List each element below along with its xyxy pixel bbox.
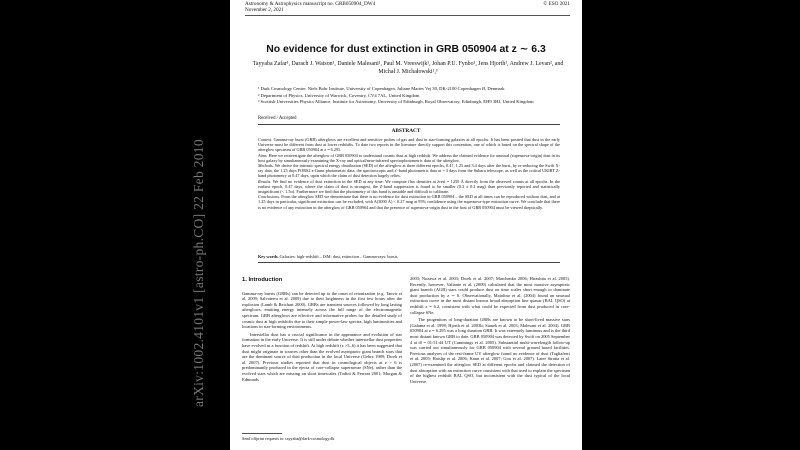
abstract-bottom-rule — [258, 262, 560, 263]
abstract-aims — [258, 153, 560, 163]
paragraph: Interstellar dust has a crucial significance in the appearance and evolution of star formation in the early Universe. It is still under debate whether interstellar dust properties have evolved as a function of redshift. At high redshift (z >5–6) it has been suggested that dust might originate in sources other than the evolved asymptotic giant branch stars that are the dominant source of dust production in the local Universe (Gehrz 1989; Dwek et al. 2007). Previous studies reported that dust in cosmological objects at z > 6 is predominantly produced in the ejecta of core-collapse supernovae (SNe), rather than the evolved stars which are missing on short timescales (Todini & Ferrara 2001; Morgan & Edmunds — [242, 331, 402, 382]
paper-page — [230, 0, 582, 450]
paragraph: The progenitors of long-duration GRBs are known to be short-lived massive stars (Galama et al. 1998; Hjorth et al. 2003b; Stanek et al. 2003; Malesani et al. 2004). GRB 050904 at z = 6.295 was a long duration GRB. It was extremely luminous and is the third most distant known GRB to date. GRB 050904 was detected by Swift on 2005 September 4 at t0 = 01:51:44 UT (Cummings et al. 2005). Substantial multi-wavelength follow-up was carried out simultaneously for GRB 050904 with several ground based facilities. Previous analyses of the rest-frame UV afterglow found no evidence of dust (Tagliaferri et al. 2005; Haislip et al. 2006; Kann et al. 2007; Gou et al. 2007). Later Stratta et al. (2007) re-examined the afterglow SED at different epochs and claimed the detection of dust absorption with an extinction curve consistent with that used to explain the spectrum of the highest redshift BAL QSO, but inconsistent with the dust typical of the local Universe. — [410, 317, 570, 384]
journal-line: Astronomy & Astrophysics manuscript no. GRB050904_DW4 — [245, 1, 376, 7]
author-list: Tayyaba Zafar¹, Darach J. Watson¹, Daniele Malesani¹, Paul M. Vreeswijk¹, Johan P.U. Fynbo¹, Jens Hjorth¹, Andrew J. Levan², and Michał J. Michałowski¹,³ — [252, 61, 564, 76]
footnote: Send offprint requests to: tayyaba@dark-cosmology.dk — [242, 436, 335, 441]
abstract-label: Results. — [258, 178, 272, 184]
abstract-label: Context. — [258, 137, 273, 142]
copyright: © ESO 2021 — [543, 1, 570, 7]
abstract-text: We find no evidence of dust extinction in the SED at any time. We compute flux densities at λrest = 1250 Å directly from the observed counts at all epochs. In the earliest epoch, 0.47 days, where the claim of dust is strongest, the Z-band suppression is found to be smaller (0.3 ± 0.2 mag) than previously reported and statistically insignificant (< 1.5σ). Furthermore we find that the photometry of this band is unstable and difficult to calibrate. — [258, 178, 560, 195]
abstract-text: From the afterglow SED we demonstrate that there is no evidence for dust extinction in GRB 050904 – the SED at all times can be reproduced without dust, and at 1.25 days in particular, significant extinction can be excluded, with A(3000 Å) < 0.27 mag at 95% confidence using the supernova-type extinction curve. We conclude that there is no evidence of any extinction in the afterglow of GRB 050904 and that the presence of supernova-origin dust in the host of GRB 050904 must be viewed skeptically. — [258, 194, 560, 210]
abstract-text: We derive the intrinsic spectral energy distribution (SED) of the afterglow at three different epochs, 0.47, 1.25 and 3.4 days after the burst, by re-reducing the Swift X-ray data, the 1.25 days FORS2 z-Gunn photometric data, the spectroscopic and z′-band photometric data at ∼3 days from the Subaru telescope, as well as the critical UKIRT Z-band photometry at 0.47 days, upon which the claim of dust detection largely relies. — [258, 163, 560, 179]
abstract-conclusions — [258, 194, 560, 210]
affiliation-item: ¹ Dark Cosmology Centre, Niels Bohr Institute, University of Copenhagen, Juliane Maries Vej 30, DK-2100 Copenhagen Ø, Denmark — [258, 86, 505, 91]
column-left — [242, 276, 402, 384]
keywords-text: Galaxies: high-redshift – ISM: dust, extinction – Gamma-rays: bursts — [278, 254, 398, 259]
column-right — [410, 276, 570, 386]
affiliation-item: ³ Scottish Universities Physics Alliance, Institute for Astronomy, University of Edinburgh, Royal Observatory, Edinburgh, EH9 3HJ, United Kingdom — [258, 99, 534, 104]
paragraph: Gamma-ray bursts (GRBs) can be detected up to the onset of reionization (e.g. Tanvir et al. 2009; Salvaterra et al. 2009) due to their brightness in the first few hours after the explosion (Lamb & Reichart 2000). GRBs are transient sources followed by long lasting afterglows, emitting energy intensely across the full range of the electromagnetic spectrum. GRB afterglows are effective and informative probes for the detailed study of cosmic dust at high redshifts due to their simple power-law spectra, high luminosities and locations in star-forming environments. — [242, 290, 402, 330]
keywords — [258, 254, 560, 259]
abstract-title: ABSTRACT — [391, 128, 421, 134]
abstract-text: Gamma-ray burst (GRB) afterglows are excellent and sensitive probes of gas and dust in star-forming galaxies at all epochs. It has been posited that dust in the early Universe must be different from dust at lower redshifts. To date two reports in the literature directly support this contention, one of which is based on the spectral shape of the afterglow spectrum of GRB 050904 at z = 6.295. — [258, 137, 560, 153]
keywords-label: Key words. — [258, 254, 279, 259]
abstract-label: Conclusions. — [258, 194, 281, 200]
header-rule — [245, 15, 570, 16]
running-header — [245, 1, 570, 14]
abstract-top-rule — [258, 124, 560, 125]
date-line: November 2, 2021 — [245, 7, 284, 14]
abstract-label: Methods. — [258, 163, 274, 169]
abstract-body — [258, 137, 560, 210]
received-line: Received / Accepted — [258, 116, 297, 121]
abstract-methods — [258, 163, 560, 179]
abstract-context — [258, 137, 560, 153]
footnote-rule — [242, 433, 282, 434]
abstract-results — [258, 179, 560, 195]
abstract-label: Aims. — [258, 152, 268, 158]
section-heading: 1. Introduction — [242, 277, 283, 283]
paper-title: No evidence for dust extinction in GRB 050904 at z ∼ 6.3 — [266, 44, 546, 55]
paragraph: 2003; Nozawa et al. 2003; Dwek et al. 2007; Marchenko 2006; Hirashita et al. 2005). Recently, however, Valiante et al. (2009) calculated that the most massive asymptotic giant branch (AGB) stars could produce dust on time scales short enough to dominate dust production by z ∼ 6. Observationally, Maiolino et al. (2004) found an unusual extinction curve in the most distant known broad absorption line quasar (BAL QSO) at redshift z = 6.2, consistent with what could be expected from dust produced in core-collapse SNe. — [410, 276, 570, 315]
affiliation-item: ² Department of Physics, University of Warwick, Coventry, CV4 7AL, United Kingdom — [258, 92, 420, 98]
abstract-text: Here we reinvestigate the afterglow of GRB 050904 to understand cosmic dust at high redshift. We address the claimed evidence for unusual (supernova-origin) dust in its host galaxy by simultaneously examining the X-ray and optical/near-infrared spectrophotometric data of the afterglow. — [258, 152, 560, 163]
arxiv-stamp: arXiv:1002.4101v1 [astro-ph.CO] 22 Feb 2010 — [191, 139, 206, 407]
affiliations — [258, 86, 562, 106]
